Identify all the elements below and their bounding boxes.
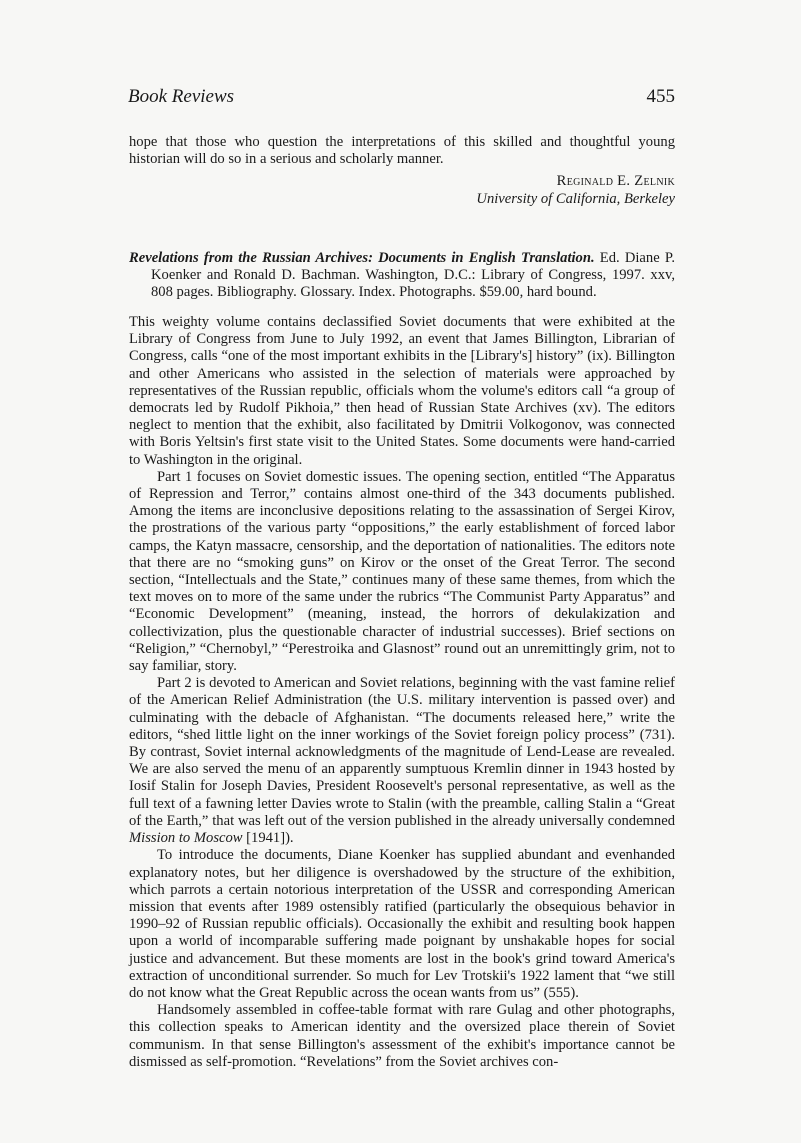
review-paragraph-3 bbox=[129, 675, 675, 847]
reviewer-affiliation: University of California, Berkeley bbox=[476, 191, 675, 207]
paragraph-3-text: Part 2 is devoted to American and Soviet relations, beginning with the vast famine relief of the American Relief Administration (the U.S. military intervention is passed over) and culminating with the debacle of Afghanistan. “The documents released here,” write the editors, “shed little light on the inner workings of the Soviet foreign policy process” (731). By contrast, Soviet internal acknowledgments of the magnitude of Lend-Lease are revealed. We are also served the menu of an apparently sumptuous Kremlin dinner in 1943 hosted by Iosif Stalin for Joseph Davies, President Roosevelt's personal representative, as well as the full text of a fawning letter Davies wrote to Stalin (with the preamble, calling Stalin a “Great of the Earth,” that was left out of the version published in the already universally condemned bbox=[129, 675, 675, 829]
review-paragraph-5: Handsomely assembled in coffee-table format with rare Gulag and other photographs, this collection speaks to American identity and the oversized place therein of Soviet communism. In that sense Billington's assessment of the exhibit's importance cannot be dismissed as self-promotion. “Revelations” from the Soviet archives con- bbox=[129, 1002, 675, 1070]
review-paragraph-4: To introduce the documents, Diane Koenker has supplied abundant and evenhanded explanatory notes, but her diligence is overshadowed by the structure of the exhibition, which parrots a certain notorious interpretation of the USSR and corresponding American mission that events after 1989 ostensibly ratified (particularly the obsequious behavior in 1990–92 of Russian republic officials). Occasionally the exhibit and resulting book happen upon a world of incomparable suffering made poignant by unshakable hopes for social justice and advancement. But these moments are lost in the book's grind toward America's extraction of unconditional surrender. So much for Lev Trotskii's 1922 lament that “we still do not know what the Great Republic across the ocean wants from us” (555). bbox=[129, 847, 675, 1001]
review-paragraph-1: This weighty volume contains declassified Soviet documents that were exhibited at the Library of Congress from June to July 1992, an event that James Billington, Librarian of Congress, calls “one of the most important exhibits in the [Library's] history” (ix). Billington and other Americans who assisted in the selection of materials were approached by representatives of the Russian republic, officials whom the volume's editors call “a group of democrats led by Rudolf Pikhoia,” then head of Russian State Archives (xv). The editors neglect to mention that the exhibit, also facilitated by Dmitrii Volkogonov, was connected with Boris Yeltsin's first state visit to the United States. Some documents were hand-carried to Washington in the original. bbox=[129, 314, 675, 468]
book-citation bbox=[129, 250, 675, 302]
book-title: Revelations from the Russian Archives: Documents in English Translation. bbox=[129, 250, 595, 266]
reviewer-name: Reginald E. Zelnik bbox=[556, 173, 675, 189]
paragraph-3-end: [1941]). bbox=[242, 830, 294, 847]
reviewer-signature bbox=[476, 172, 675, 208]
closing-paragraph: hope that those who question the interpretations of this skilled and thoughtful young historian will do so in a serious and scholarly manner. bbox=[129, 134, 675, 168]
cited-work-title: Mission to Moscow bbox=[129, 830, 243, 847]
book-details: Ed. Diane P. Koenker and Ronald D. Bachman. Washington, D.C.: Library of Congress, 1997. xxv, 808 pages. Bibliography. Glossary. Index. Photographs. $59.00, hard bound. bbox=[151, 250, 675, 301]
previous-review-closing bbox=[129, 134, 675, 168]
page-number: 455 bbox=[646, 86, 675, 107]
review-body bbox=[129, 314, 675, 1071]
page-header bbox=[128, 86, 675, 112]
review-paragraph-2: Part 1 focuses on Soviet domestic issues. The opening section, entitled “The Apparatus of Repression and Terror,” contains almost one-third of the 343 documents published. Among the items are inconclusive depositions relating to the assassination of Sergei Kirov, the prostrations of the various party “oppositions,” the early establishment of forced labor camps, the Katyn massacre, censorship, and the deportation of nationalities. The editors note that there are no “smoking guns” on Kirov or the onset of the Great Terror. The second section, “Intellectuals and the State,” continues many of these same themes, from which the text moves on to more of the same under the rubrics “The Communist Party Apparatus” and “Economic Development” (meaning, instead, the horrors of dekulakization and collectivization, plus the questionable character of industrial successes). Brief sections on “Religion,” “Chernobyl,” “Perestroika and Glasnost” round out an unremittingly grim, not to say familiar, story. bbox=[129, 468, 675, 675]
running-head: Book Reviews bbox=[128, 86, 235, 107]
